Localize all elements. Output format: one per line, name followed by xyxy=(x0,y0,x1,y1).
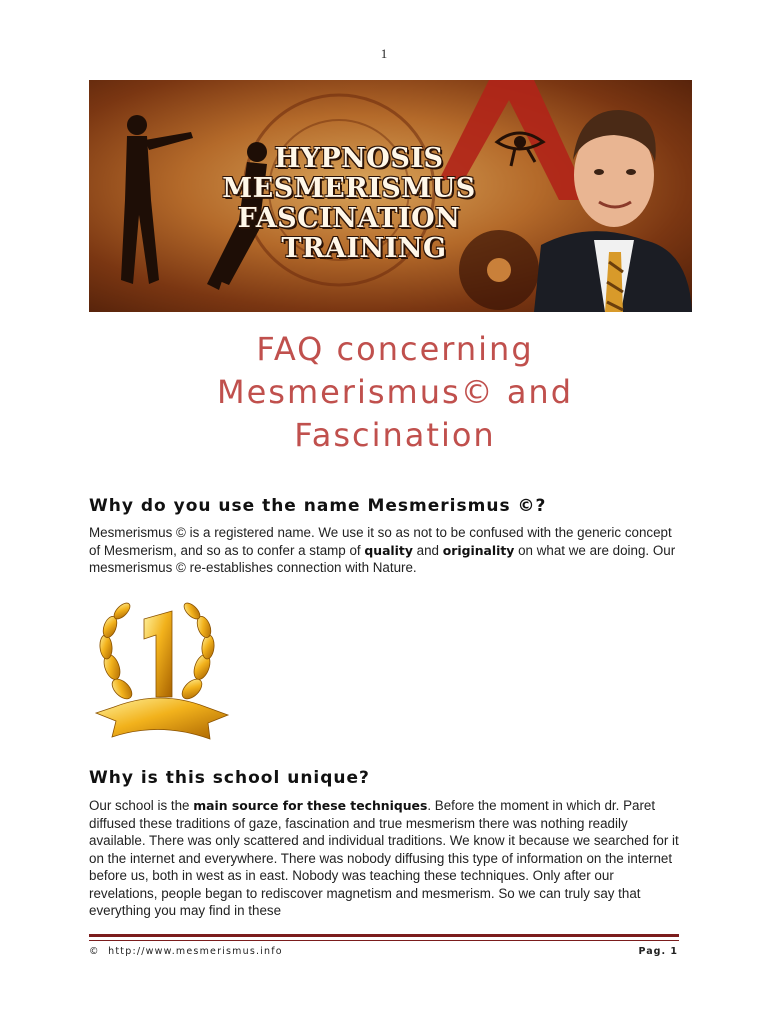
bold-text: quality xyxy=(364,542,413,558)
paragraph-text: Mesmerismus © is a registered name. We use it so as not to be confused with the generic concept of Mesmerism, and so as to confer a stamp of xyxy=(89,525,672,558)
banner-title-line: TRAINING xyxy=(281,233,447,264)
section-heading-unique: Why is this school unique? xyxy=(89,768,370,788)
section-heading-name: Why do you use the name Mesmerismus ©? xyxy=(89,496,547,516)
paragraph-text: on what we are doing. Our mesmerismus © re-establishes connection with Nature. xyxy=(89,542,676,575)
footer-url[interactable] xyxy=(89,946,283,957)
page-title-line: Fascination xyxy=(294,416,496,454)
paragraph-text: and xyxy=(412,542,443,558)
header-banner xyxy=(89,80,692,312)
footer-page-label: Pag. 1 xyxy=(638,946,678,957)
page-title xyxy=(160,328,630,457)
bold-text: originality xyxy=(442,542,515,558)
page-title-line: Mesmerismus© and xyxy=(216,373,574,411)
banner-title xyxy=(139,144,559,264)
paragraph-text: . Before the moment in which dr. Paret diffused these traditions of gaze, fascination and true mesmerism there was nothing readily available. There was only scattered and individual traditions. We know it because we searched for it on the internet and everywhere. There was nobody diffusing this type of information on the internet before us, both in west as in east. Nobody was teaching these techniques. Only after our revelations, people began to rediscover magnetism and mesmerism. So we can truly say that everything you may find in these xyxy=(89,798,679,918)
banner-title-line: HYPNOSIS xyxy=(274,143,444,174)
footer-link[interactable]: http://www.mesmerismus.info xyxy=(108,946,283,957)
page-number: 1 xyxy=(380,46,388,61)
banner-title-line: MESMERISMUS FASCINATION xyxy=(222,173,476,234)
footer-divider-thin xyxy=(89,940,679,941)
award-laurel-icon xyxy=(92,597,232,747)
page-title-line: FAQ concerning xyxy=(256,330,534,368)
copyright-icon: © xyxy=(89,946,100,957)
section-paragraph-name xyxy=(89,524,679,577)
paragraph-text: Our school is the xyxy=(89,798,194,813)
bold-text: main source for these techniques xyxy=(193,798,428,813)
section-paragraph-unique xyxy=(89,797,679,923)
footer-divider xyxy=(89,934,679,937)
